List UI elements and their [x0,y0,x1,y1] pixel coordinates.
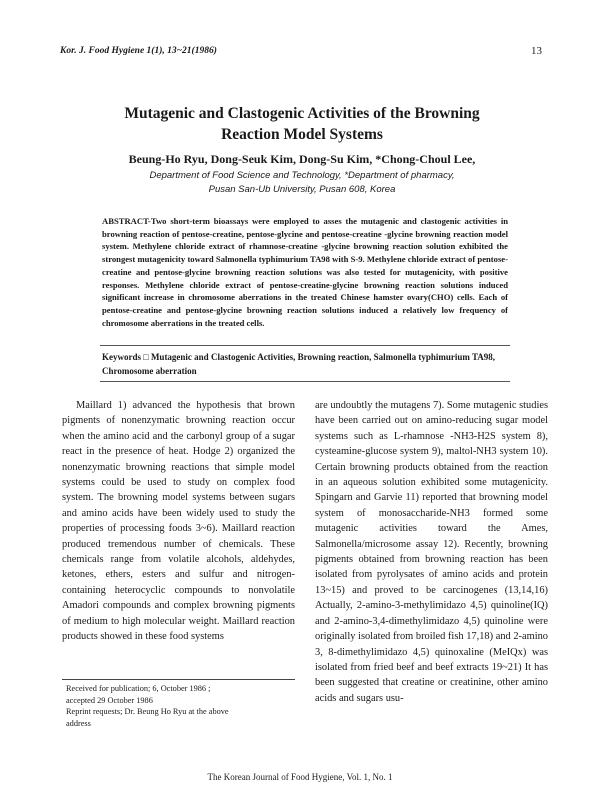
keywords-text: Mutagenic and Clastogenic Activities, Browning reaction, Salmonella typhimurium TA98, Chromosome aberration [102,352,496,376]
affiliation-line-1: Department of Food Science and Technology, *Department of pharmacy, [149,170,455,181]
footnote [66,683,295,729]
affiliation-line-2: Pusan San-Ub University, Pusan 608, Korea [208,184,396,195]
paper-title [60,103,544,145]
abstract: ABSTRACT-Two short-term bioassays were employed to asses the mutagenic and clastogenic activities in browning reaction of pentose-creatine, pentose-glycine and pentose-creatine -glycine browning reaction model system. Methylene chloride extract of rhamnose-creatine -glycine browning reaction solution exhibited the strongest mutagenicity toward Salmonella typhimurium TA98 with S-9. Methylene chloride extract of pentose-creatine and pentose-glycine browning reaction solutions was also tested for mutagenicity, with positive responses. Methylene chloride extract of pentose-creatine-glycine browning reaction solutions induced significant increase in chromosome aberrations in the treated Chinese hamster ovary(CHO) cells. Each of pentose-creatine and pentose-glycine browning reaction solutions induced a relatively low frequency of chromosome aberrations in the treated cells. [102,216,508,328]
footnote-line-1: Received for publication; 6, October 1986 ; [66,684,211,693]
keywords-label: Keywords [102,352,141,362]
journal-citation: Kor. J. Food Hygiene 1(1), 13~21(1986) [60,46,217,56]
title-line-2: Reaction Model Systems [221,126,383,143]
body-right-column [315,398,548,706]
footnote-rule [62,679,295,680]
keywords-top-rule [100,345,510,346]
left-column-text: Maillard 1) advanced the hypothesis that brown pigments of nonenzymatic browning reaction occur when the amino acid and the carbonyl group of a sugar react in the presence of heat. Hodge 2) organized the nonenzymatic browning reactions that simple model systems could be used to study on complex food system. The browning model systems between sugars and amino acids have been widely used to study the properties of processing foods 3~6). Maillard reaction produced tremendous number of chemicals. These chemicals range from volatile alcohols, aldehydes, ketones, ethers, esters and sulfur and nitrogen-containing heterocyclic compounds to nonvolatile Amadori compounds and complex browning pigments of medium to high molecular weight. Maillard reaction products showed in these food systems [62,400,295,643]
body-left-column [62,398,295,645]
keywords-separator: □ [141,352,151,362]
keywords [102,350,508,378]
page-footer: The Korean Journal of Food Hygiene, Vol. 1, No. 1 [207,772,393,782]
footnote-line-3: Reprint requests; Dr. Beung Ho Ryu at the above [66,707,229,716]
title-line-1: Mutagenic and Clastogenic Activities of the Browning [124,105,480,122]
footnote-line-4: address [66,718,91,728]
footnote-line-2: accepted 29 October 1986 [66,695,153,705]
author-list: Beung-Ho Ryu, Dong-Seuk Kim, Dong-Su Kim, *Chong-Choul Lee, [128,152,476,166]
keywords-bottom-rule [100,381,510,382]
page-number: 13 [531,45,542,57]
right-column-text: are undoubtly the mutagens 7). Some mutagenic studies have been carried out on amino-reducing sugar model systems such as L-rhamnose -NH3-H2S system 8), cysteamine-glucose system 9), maltol-NH3 system 10). Certain browning products obtained from the reaction in an aqueous solution exhibited some mutagenicity. Spingarn and Garvie 11) reported that browning model system of monosaccharide-NH3 formed some mutagenic activities toward the Ames, Salmonella/microsome assay 12). Recently, browning pigments obtained from browning reaction has been isolated from pyrolysates of amino acids and protein 13~15) and proved to be carcinogenes (13,14,16) Actually, 2-amino-3-methylimidazo 4,5) quinoline(IQ) and 2-amino-3,4-dimethylimidazo 4,5) quinoline were originally isolated from broiled fish 17,18) and 2-amino 3, 8-dimethylimidazo 4,5) quinoxaline (MeIQx) was isolated from fried beef and beef extracts 19~21) It has been suggested that creatine or creatinine, other amino acids and sugars usu- [315,400,548,704]
